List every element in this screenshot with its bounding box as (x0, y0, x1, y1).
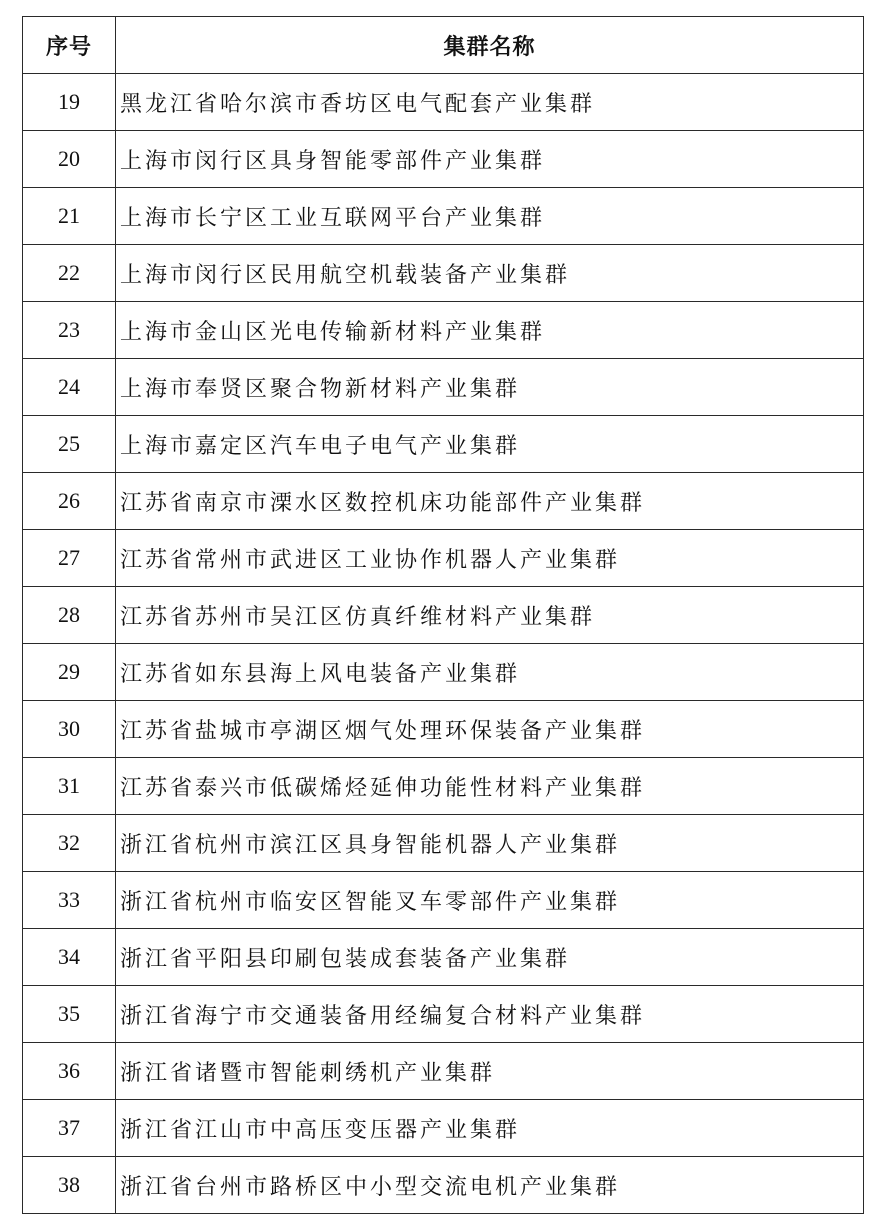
header-number: 序号 (23, 17, 116, 74)
cluster-name: 浙江省江山市中高压变压器产业集群 (116, 1100, 864, 1157)
cluster-name: 上海市闵行区具身智能零部件产业集群 (116, 131, 864, 188)
cluster-name: 上海市嘉定区汽车电子电气产业集群 (116, 416, 864, 473)
cluster-name: 江苏省南京市溧水区数控机床功能部件产业集群 (116, 473, 864, 530)
cluster-name: 江苏省苏州市吴江区仿真纤维材料产业集群 (116, 587, 864, 644)
cluster-name: 上海市长宁区工业互联网平台产业集群 (116, 188, 864, 245)
table-row (23, 473, 864, 530)
cluster-name: 黑龙江省哈尔滨市香坊区电气配套产业集群 (116, 74, 864, 131)
table-row (23, 302, 864, 359)
row-number: 38 (23, 1157, 116, 1214)
cluster-name: 浙江省台州市路桥区中小型交流电机产业集群 (116, 1157, 864, 1214)
table-row (23, 245, 864, 302)
row-number: 29 (23, 644, 116, 701)
table-row (23, 74, 864, 131)
row-number: 24 (23, 359, 116, 416)
table-row (23, 530, 864, 587)
row-number: 27 (23, 530, 116, 587)
table-row (23, 644, 864, 701)
header-name: 集群名称 (116, 17, 864, 74)
cluster-name: 上海市金山区光电传输新材料产业集群 (116, 302, 864, 359)
row-number: 36 (23, 1043, 116, 1100)
row-number: 34 (23, 929, 116, 986)
table-row (23, 872, 864, 929)
cluster-name: 上海市闵行区民用航空机载装备产业集群 (116, 245, 864, 302)
cluster-name: 浙江省海宁市交通装备用经编复合材料产业集群 (116, 986, 864, 1043)
cluster-name: 浙江省平阳县印刷包装成套装备产业集群 (116, 929, 864, 986)
cluster-name: 江苏省泰兴市低碳烯烃延伸功能性材料产业集群 (116, 758, 864, 815)
table-row (23, 1157, 864, 1214)
row-number: 32 (23, 815, 116, 872)
table-row (23, 1100, 864, 1157)
table-row (23, 131, 864, 188)
cluster-name: 江苏省常州市武进区工业协作机器人产业集群 (116, 530, 864, 587)
cluster-name: 浙江省杭州市滨江区具身智能机器人产业集群 (116, 815, 864, 872)
table-header-row (23, 17, 864, 74)
table-row (23, 1043, 864, 1100)
cluster-name: 江苏省如东县海上风电装备产业集群 (116, 644, 864, 701)
table-row (23, 701, 864, 758)
row-number: 30 (23, 701, 116, 758)
cluster-name: 浙江省诸暨市智能刺绣机产业集群 (116, 1043, 864, 1100)
table-row (23, 359, 864, 416)
row-number: 31 (23, 758, 116, 815)
table-row (23, 815, 864, 872)
row-number: 26 (23, 473, 116, 530)
table-row (23, 929, 864, 986)
table-row (23, 758, 864, 815)
cluster-name: 江苏省盐城市亭湖区烟气处理环保装备产业集群 (116, 701, 864, 758)
cluster-name: 浙江省杭州市临安区智能叉车零部件产业集群 (116, 872, 864, 929)
row-number: 23 (23, 302, 116, 359)
row-number: 37 (23, 1100, 116, 1157)
row-number: 22 (23, 245, 116, 302)
cluster-name: 上海市奉贤区聚合物新材料产业集群 (116, 359, 864, 416)
row-number: 19 (23, 74, 116, 131)
table-row (23, 587, 864, 644)
row-number: 33 (23, 872, 116, 929)
row-number: 20 (23, 131, 116, 188)
table-body (23, 74, 864, 1214)
row-number: 35 (23, 986, 116, 1043)
row-number: 21 (23, 188, 116, 245)
row-number: 28 (23, 587, 116, 644)
row-number: 25 (23, 416, 116, 473)
cluster-table (22, 16, 864, 1214)
table-row (23, 188, 864, 245)
table-row (23, 986, 864, 1043)
table-row (23, 416, 864, 473)
